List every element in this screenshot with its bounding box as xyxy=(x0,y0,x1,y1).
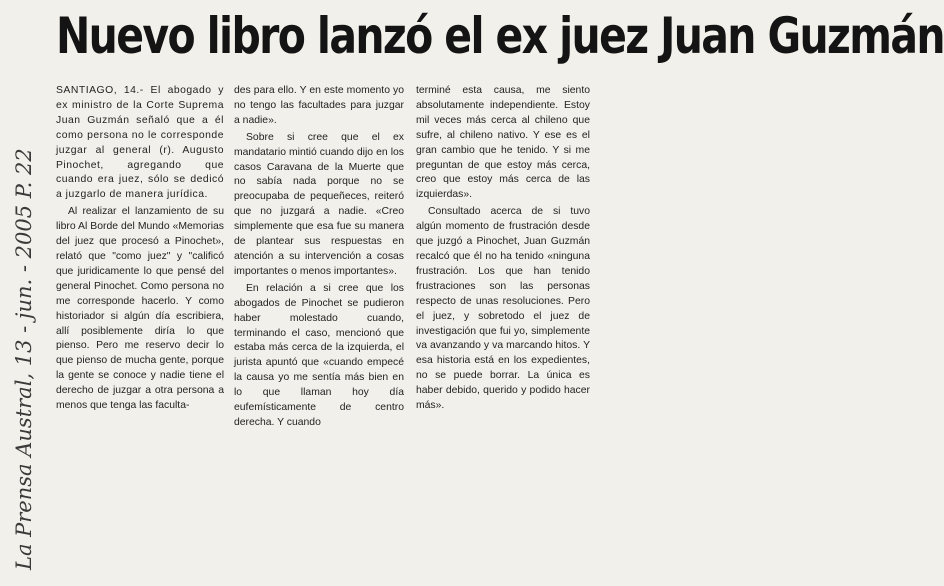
headline: Nuevo libro lanzó el ex juez Juan Guzmán xyxy=(56,7,944,65)
article-column-2 xyxy=(234,84,404,584)
column-1-paragraph-1: SANTIAGO, 14.- El abogado y ex ministro de la Corte Suprema Juan Guzmán señaló que a él como persona no le corresponde juzgar al general (r). Augusto Pinochet, agregando que cuando era juez, sólo se dedicó a juzgarlo de manera jurídica. xyxy=(56,85,224,201)
column-3-paragraph-2: Consultado acerca de si tuvo algún momento de frustración desde que juzgó a Pinochet, Juan Guzmán recalcó que él no ha tenido «ninguna frustración. Los que han tenido frustraciones son las personas respecto de unas resoluciones. Pero el juez, y sobretodo el juez de investigación que fui yo, simplemente va avanzando y va marcando hitos. Y esa historia está en los expedientes, no se puede borrar. La única es haber debido, querido y podido hacer más». xyxy=(416,206,590,412)
column-2-paragraph-3: En relación a si cree que los abogados de Pinochet se pudieron haber molestado cuando, terminando el caso, mencionó que estaba más cerca de la izquierda, el jurista apuntó que «cuando empecé la causa yo me sentía más bien en lo que llaman hoy día eufemísticamente de centro derecha. Y cuando xyxy=(234,282,404,428)
column-2-paragraph-1: des para ello. Y en este momento yo no tengo las facultades para juzgar a nadie». xyxy=(234,85,404,126)
article-column-3 xyxy=(416,84,590,584)
column-2-paragraph-2: Sobre si cree que el ex mandatario mintió cuando dijo en los casos Caravana de la Muerte que no sabía nada porque no se preocupaba de pequeñeces, reiteró que no juzgará a nadie. «Creo simplemente que esa fue su manera de plantear sus respuestas en atención a su intervención a cosas importantes o menos importantes». xyxy=(234,131,404,277)
article-column-1 xyxy=(56,84,224,584)
column-1-paragraph-2: Al realizar el lanzamiento de su libro Al Borde del Mundo «Memorias del juez que procesó a Pinochet», relató que "como juez" y "calificó que juridicamente lo que pensé del general Pinochet. Como persona no me corresponde hacerlo. Y como historiador si algún día escribiera, allí posiblemente diría lo que pienso. Pero me reservo decir lo que pienso de mucha gente, porque la gente se conoce y nadie tiene el derecho de juzgar a otra persona a menos que tenga las faculta- xyxy=(56,206,224,412)
handwritten-source-note: La Prensa Austral, 13 - jun. - 2005 P. 22 xyxy=(12,148,36,570)
column-3-paragraph-1: terminé esta causa, me siento absolutamente independiente. Estoy mil veces más cerca al chileno que sufre, al chileno nativo. Y ese es el gran cambio que he tenido. Y si me preguntan de que estoy más cerca, creo que estoy más cerca de las izquierdas». xyxy=(416,85,590,201)
